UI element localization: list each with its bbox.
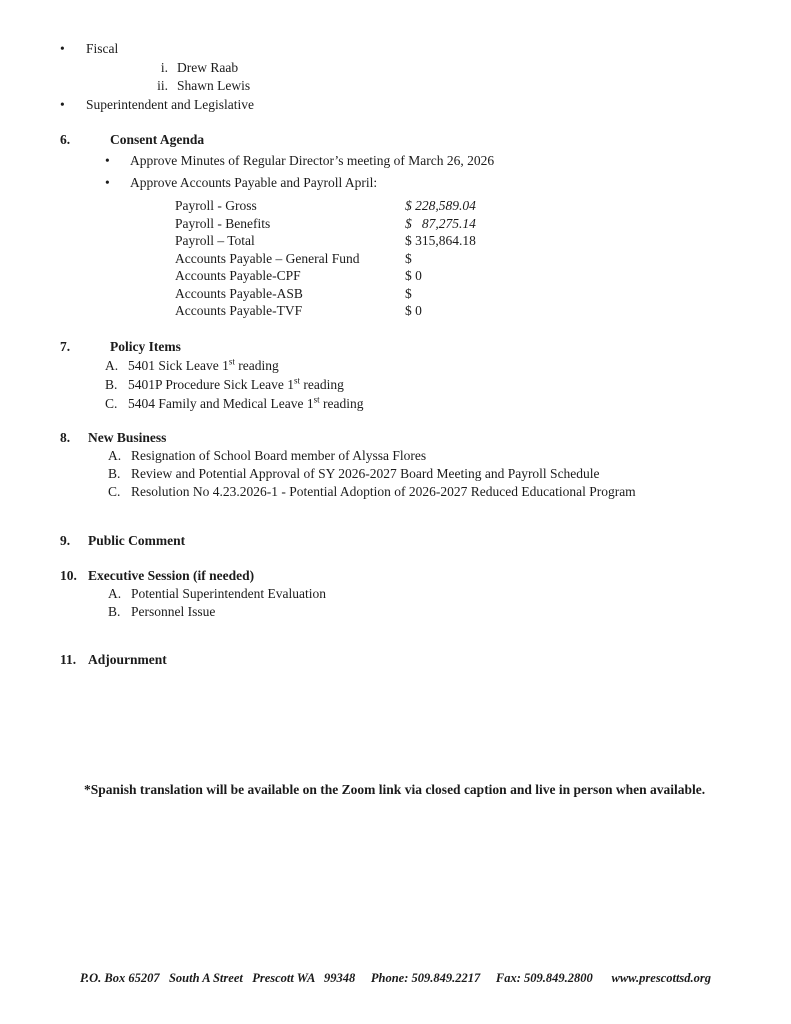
bullet-icon: •	[105, 153, 110, 168]
section-title: Adjournment	[88, 651, 167, 667]
bullet-icon: •	[105, 174, 110, 190]
agenda-content	[60, 40, 736, 799]
consent-bullet-accounts	[105, 174, 736, 193]
policy-item-label: 5401P Procedure Sick Leave 1st reading	[128, 375, 344, 392]
policy-item-label: 5404 Family and Medical Leave 1st reading	[128, 394, 364, 411]
new-business-item	[108, 483, 736, 501]
consent-bullet-label: Approve Minutes of Regular Director’s meeting of March 26, 2026	[130, 153, 495, 168]
section-title: Public Comment	[88, 532, 186, 548]
executive-session-item-label: Potential Superintendent Evaluation	[131, 585, 326, 601]
payroll-value: $ 0	[405, 268, 422, 283]
payroll-label: Accounts Payable – General Fund	[175, 250, 360, 266]
payroll-row	[175, 302, 736, 320]
policy-item	[105, 375, 736, 394]
payroll-label: Payroll - Benefits	[175, 215, 271, 231]
new-business-item-label: Resignation of School Board member of Alyssa Flores	[131, 447, 427, 463]
executive-session-item	[108, 603, 736, 622]
item-marker: A.	[105, 357, 119, 373]
roman-item-label: Drew Raab	[177, 59, 239, 75]
section-heading	[60, 337, 736, 356]
section-number: 9.	[60, 532, 71, 548]
roman-item-drew-raab	[148, 59, 736, 78]
payroll-row	[175, 285, 736, 303]
item-marker: B.	[108, 465, 121, 481]
item-marker: A.	[108, 447, 122, 463]
ordinal-suffix: st	[293, 375, 300, 385]
section-number: 11.	[60, 651, 77, 667]
policy-item	[105, 356, 736, 375]
payroll-value: $	[405, 250, 412, 266]
payroll-value: $ 228,589.04	[405, 198, 476, 213]
new-business-item-label: Review and Potential Approval of SY 2026-2027 Board Meeting and Payroll Schedule	[131, 465, 600, 481]
executive-session-item	[108, 585, 736, 604]
bullet-icon: •	[60, 96, 65, 112]
section-heading	[60, 130, 736, 149]
ordinal-suffix: st	[313, 394, 320, 404]
payroll-label: Payroll - Gross	[175, 198, 257, 213]
bullet-item-label: Fiscal	[86, 41, 119, 56]
page-footer: P.O. Box 65207 South A Street Prescott WA 99348 Phone: 509.849.2217 Fax: 509.849.2800 www.prescottsd.org	[79, 971, 712, 985]
section-heading	[60, 428, 736, 447]
item-marker: C.	[108, 483, 121, 499]
roman-marker: ii.	[157, 78, 168, 93]
payroll-value: $	[405, 285, 412, 301]
bullet-item-fiscal	[60, 40, 736, 59]
bullet-item-label: Superintendent and Legislative	[86, 96, 254, 112]
payroll-row	[175, 197, 736, 215]
section-adjournment	[60, 650, 736, 669]
item-marker: B.	[108, 604, 121, 619]
section-number: 6.	[60, 132, 71, 147]
section-title: Consent Agenda	[110, 132, 205, 147]
section-number: 10.	[60, 567, 77, 583]
item-marker: C.	[105, 395, 118, 411]
item-marker: B.	[105, 376, 118, 392]
spanish-translation-note: *Spanish translation will be available on the Zoom link via closed caption and live in person when available.	[84, 781, 706, 797]
policy-item-label: 5401 Sick Leave 1st reading	[128, 356, 279, 373]
new-business-item	[108, 465, 736, 483]
roman-marker: i.	[160, 59, 168, 75]
section-heading	[60, 566, 736, 585]
payroll-row	[175, 215, 736, 233]
policy-item	[105, 394, 736, 413]
section-number: 8.	[60, 429, 71, 445]
bullet-item-superintendent	[60, 96, 736, 115]
payroll-label: Accounts Payable-TVF	[175, 303, 303, 318]
new-business-item	[108, 447, 736, 465]
payroll-label: Accounts Payable-ASB	[175, 285, 303, 301]
payroll-value: $ 0	[405, 303, 422, 318]
payroll-table	[175, 197, 736, 320]
ordinal-suffix: st	[228, 356, 235, 366]
roman-item-shawn-lewis	[148, 77, 736, 96]
item-marker: A.	[108, 585, 122, 601]
section-executive-session	[60, 566, 736, 622]
section-heading	[60, 531, 736, 550]
payroll-label: Accounts Payable-CPF	[175, 268, 301, 283]
new-business-item-label: Resolution No 4.23.2026-1 - Potential Adoption of 2026-2027 Reduced Educational Program	[131, 483, 636, 499]
section-number: 7.	[60, 338, 71, 354]
payroll-value: $ 315,864.18	[405, 233, 476, 248]
consent-bullet-minutes	[105, 152, 736, 171]
section-title: New Business	[88, 429, 167, 445]
section-title: Executive Session (if needed)	[88, 567, 255, 583]
roman-item-label: Shawn Lewis	[177, 78, 251, 93]
payroll-row	[175, 267, 736, 285]
payroll-row	[175, 250, 736, 268]
section-new-business	[60, 428, 736, 501]
payroll-label: Payroll – Total	[175, 233, 255, 248]
executive-session-item-label: Personnel Issue	[131, 604, 216, 619]
section-public-comment	[60, 531, 736, 550]
section-title: Policy Items	[110, 338, 181, 354]
payroll-row	[175, 232, 736, 250]
section-policy-items	[60, 337, 736, 413]
consent-bullet-label: Approve Accounts Payable and Payroll April:	[130, 174, 378, 190]
section-consent-agenda	[60, 130, 736, 320]
section-heading	[60, 650, 736, 669]
bullet-icon: •	[60, 41, 65, 56]
payroll-value: $ 87,275.14	[405, 215, 476, 231]
